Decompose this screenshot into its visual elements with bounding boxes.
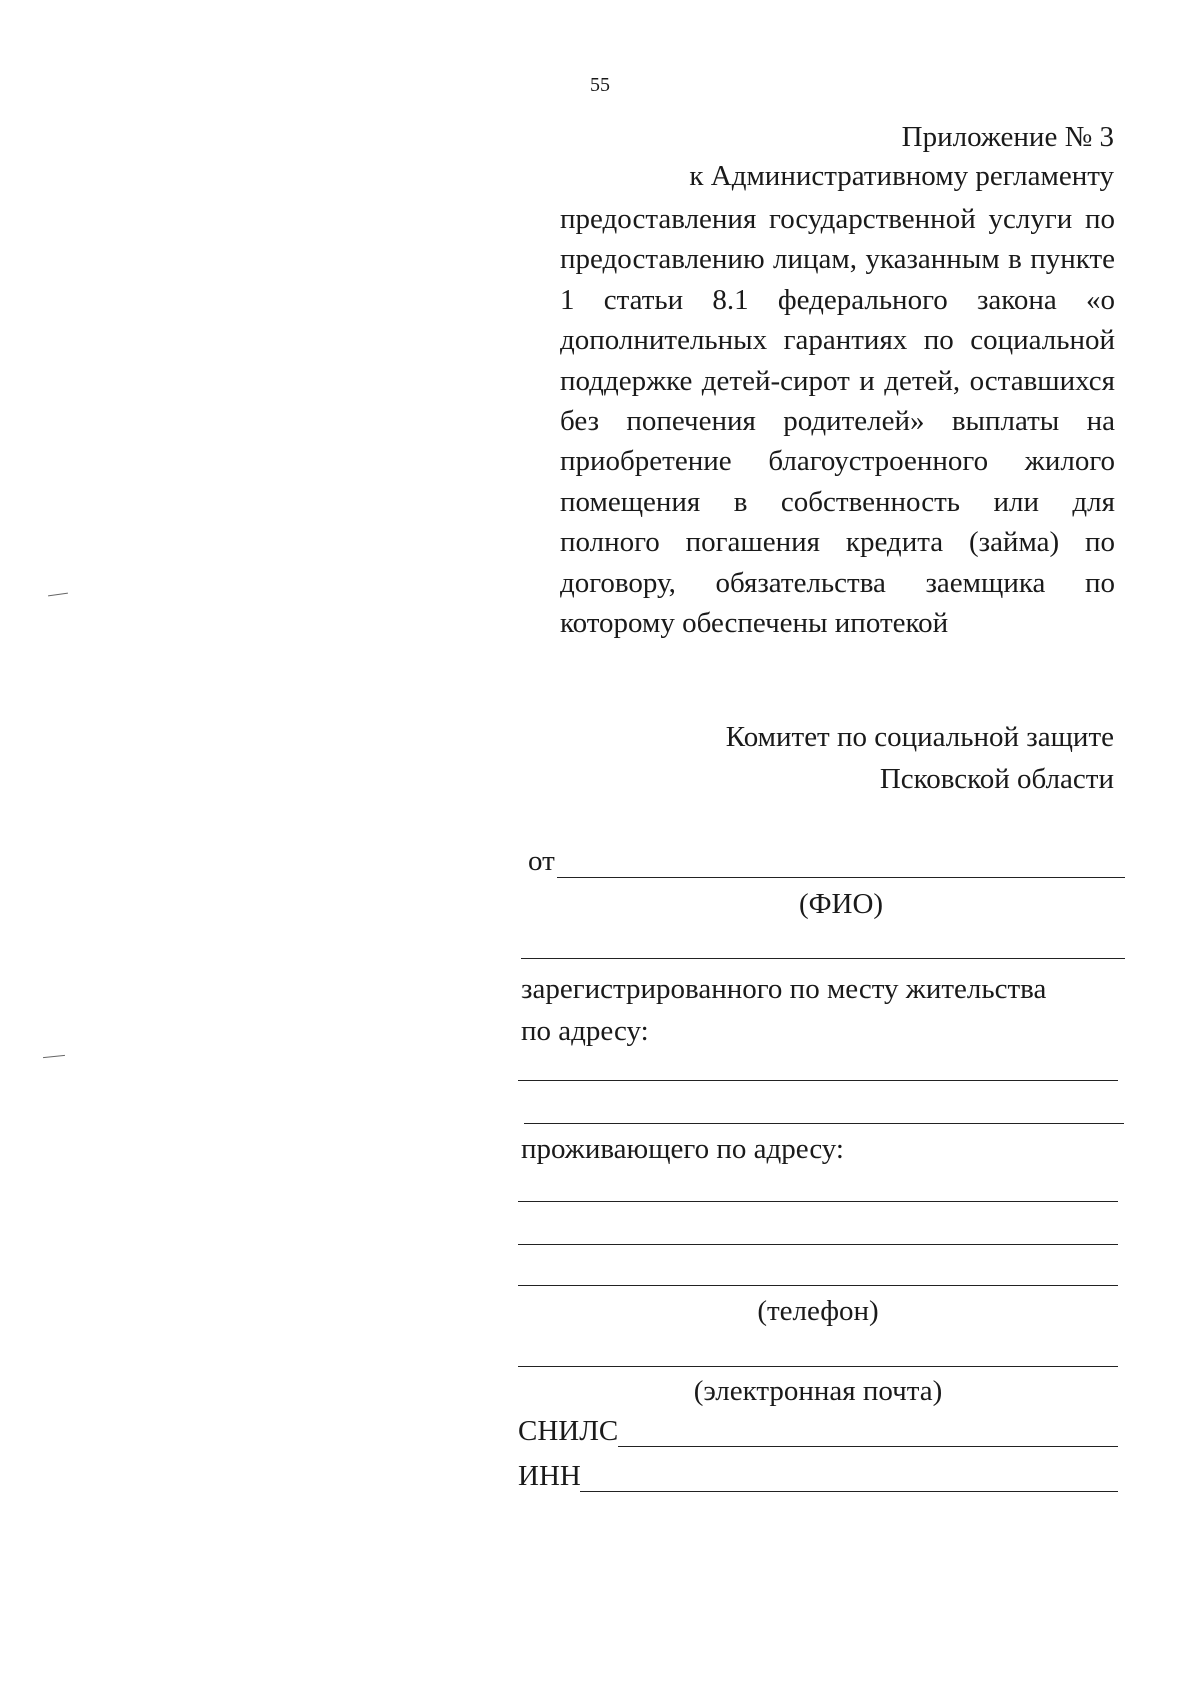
email-input-line[interactable] xyxy=(518,1366,1118,1367)
recipient-block xyxy=(726,716,1114,800)
fio-continuation-line[interactable] xyxy=(521,958,1125,959)
scan-artifact-mark xyxy=(48,593,68,597)
appendix-subtitle: к Административному регламенту xyxy=(689,160,1114,192)
registered-address-line-2[interactable] xyxy=(524,1123,1124,1124)
fio-input-line[interactable] xyxy=(557,877,1125,878)
recipient-line-2: Псковской области xyxy=(879,763,1114,795)
from-label: от xyxy=(528,845,555,877)
registered-address-label: зарегистрированного по месту жительства по адресу: xyxy=(521,973,1047,1047)
appendix-title: Приложение № 3 xyxy=(901,121,1114,153)
email-caption: (электронная почта) xyxy=(693,1375,943,1407)
registered-address-line-1[interactable] xyxy=(518,1080,1118,1081)
recipient-line-1: Комитет по социальной защите xyxy=(725,721,1114,753)
phone-caption: (телефон) xyxy=(757,1295,879,1327)
appendix-body: предоставления государственной услуги по предоставлению лицам, указанным в пункте 1 статьи 8.1 федерального закона «о дополнительных гарантиях по социальной поддержке детей-сирот и детей, оставшихся без попечения родителей» выплаты на приобретение благоустроенного жилого помещения в собственность или для полного погашения кредита (займа) по договору, обязательства заемщика по которому обеспечены ипотекой xyxy=(560,203,1115,640)
residing-address-label: проживающего по адресу: xyxy=(521,1133,844,1165)
inn-label: ИНН xyxy=(518,1460,581,1492)
snils-input-line[interactable] xyxy=(618,1446,1118,1447)
fio-caption: (ФИО) xyxy=(798,888,884,920)
scan-artifact-mark xyxy=(43,1055,65,1058)
inn-input-line[interactable] xyxy=(580,1491,1118,1492)
snils-label: СНИЛС xyxy=(518,1415,619,1447)
residing-address-line-3[interactable] xyxy=(518,1285,1118,1286)
residing-address-line-2[interactable] xyxy=(518,1244,1118,1245)
residing-address-line-1[interactable] xyxy=(518,1201,1118,1202)
page-number: 55 xyxy=(590,74,610,96)
